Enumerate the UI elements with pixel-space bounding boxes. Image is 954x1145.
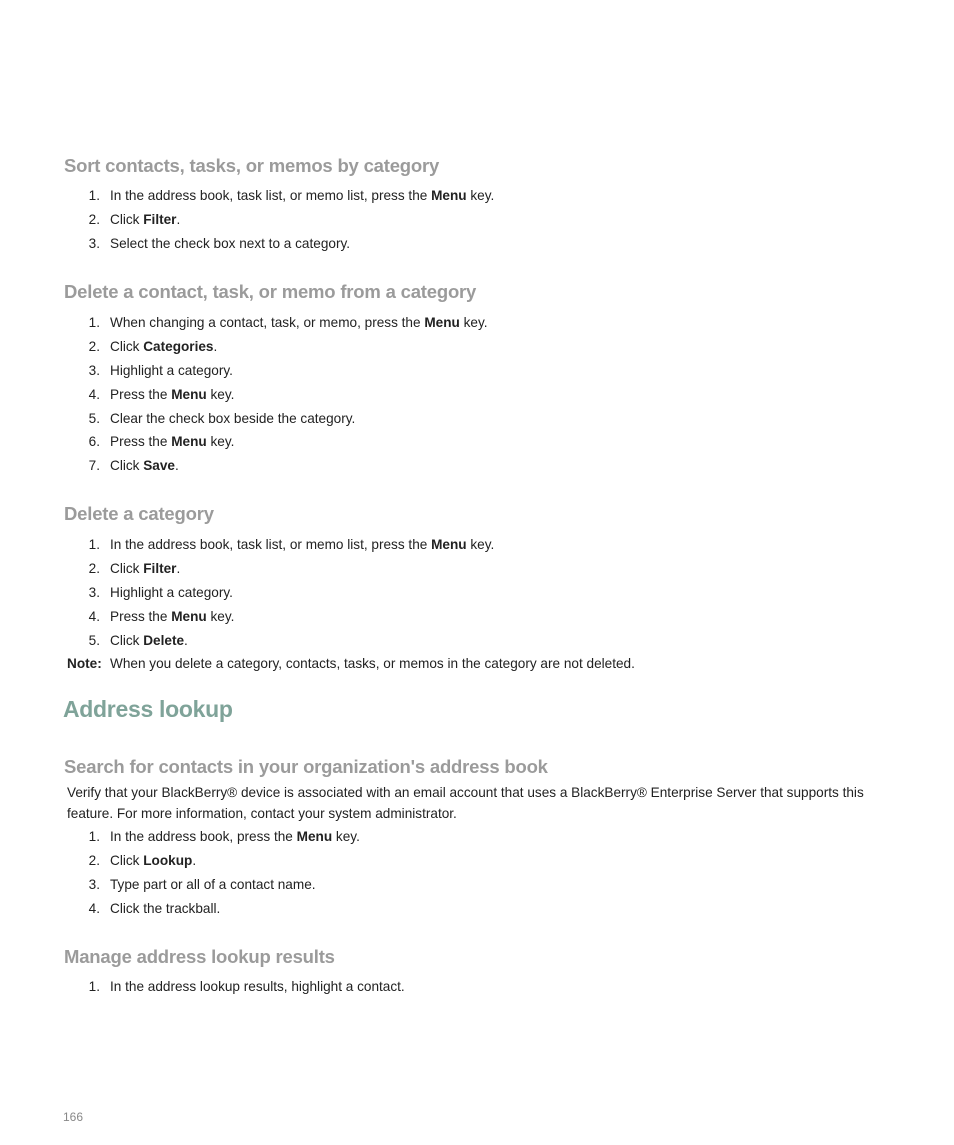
section-heading-delete-from-category: Delete a contact, task, or memo from a category	[64, 281, 477, 302]
note	[67, 654, 635, 674]
page-number: 166	[63, 1110, 84, 1124]
note-label: Note:	[67, 656, 102, 671]
chapter-title: Address lookup	[63, 696, 233, 722]
section-heading-search-contacts: Search for contacts in your organization's address book	[64, 756, 548, 777]
section-heading-sort-by-category: Sort contacts, tasks, or memos by category	[64, 155, 440, 176]
note-text: When you delete a category, contacts, tasks, or memos in the category are not deleted.	[110, 656, 635, 671]
document-page: Sort contacts, tasks, or memos by category 1. In the address book, task list, or memo list, press the Menu key. 2. Click Filter. 3. Select the check box next to a category. Delete a contact, task, or memo from a category 1. When changing a contact, task, or memo, press the Menu key. 2. Click Categories. 3. Highlight a category. 4. Press the Menu key. 5. Clear the check box beside the category. 6. Press the Menu key. 7. Click Save. Delete a category 1. In the address book, task list, or memo list, press the Menu key. 2. Click Filter. 3. Highlight a category. 4. Press the Menu key. 5. Click Delete. Note: When you delete a category, contacts, tasks, or memos in the category are not deleted. Address lookup Search for contacts in your organization's address book Verify that your BlackBerry® device is associated with an email account that uses a BlackBerry® Enterprise Server that supports this feature. For more information, contact your system administrator. 1. In the address book, press the Menu key. 2. Click Lookup. 3. Type part or all of a contact name. 4. Click the trackball. Manage address lookup results 1. In the address lookup results, highlight a contact. 166	[0, 0, 954, 1145]
intro-paragraph: Verify that your BlackBerry® device is associated with an email account that uses a BlackBerry® Enterprise Server that supports this feature. For more information, contact your system administrator.	[67, 785, 864, 821]
section-heading-manage-results: Manage address lookup results	[64, 946, 335, 967]
section-heading-delete-category: Delete a category	[64, 503, 214, 524]
